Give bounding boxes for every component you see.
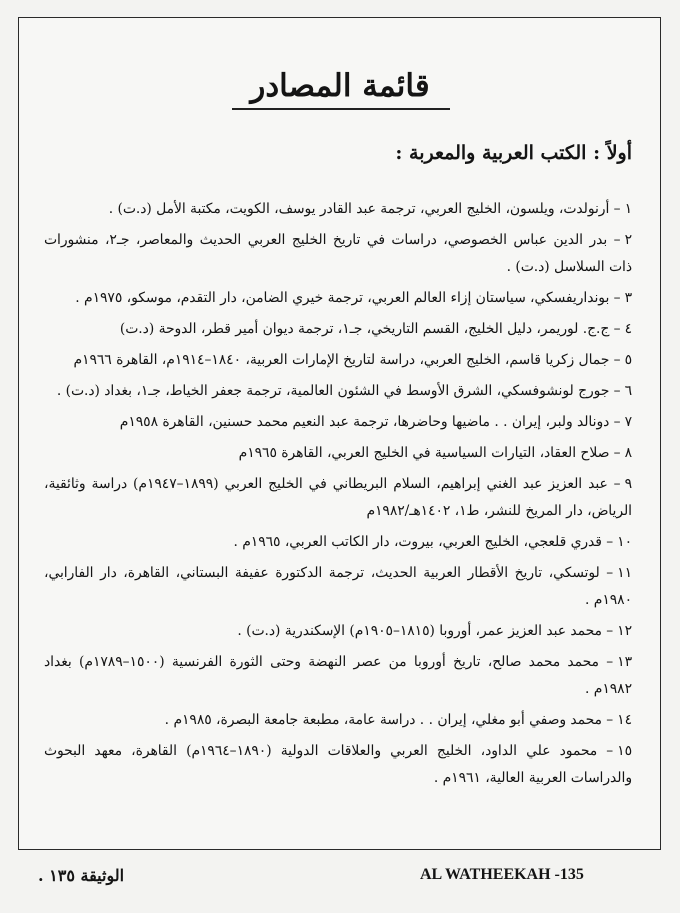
list-item: ١٠– قدري قلعجي، الخليج العربي، بيروت، دار الكاتب العربي، ١٩٦٥م . <box>233 534 632 550</box>
list-item: ٩– عبد العزيز عبد الغني إبراهيم، السلام البريطاني في الخليج العربي (١٨٩٩–١٩٤٧م) دراسة وثائقية، الرياض، دار المريخ للنشر، ط١، ١٤٠٢هـ/١٩٨٢م <box>44 476 632 519</box>
list-item: ١٤– محمد وصفي أبو مغلي، إيران . . دراسة عامة، مطبعة جامعة البصرة، ١٩٨٥م . <box>164 712 632 728</box>
footer-arabic-page-number: الوثيقة ١٣٥ . <box>38 866 125 885</box>
list-item: ٥– جمال زكريا قاسم، الخليج العربي، دراسة لتاريخ الإمارات العربية، ١٨٤٠–١٩١٤م، القاهرة ١٩٦٦م <box>73 352 632 368</box>
references-list <box>44 196 632 796</box>
list-item: ١٥– محمود علي الداود، الخليج العربي والعلاقات الدولية (١٨٩٠–١٩٦٤م) القاهرة، معهد البحوث والدراسات العربية العالية، ١٩٦١م . <box>44 743 632 786</box>
list-item: ٤– ج.ج. لوريمر، دليل الخليج، القسم التاريخي، جـ١، ترجمة ديوان أمير قطر، الدوحة (د.ت) <box>119 321 632 337</box>
footer-latin-page-number: AL WATHEEKAH -135 <box>420 866 584 883</box>
list-item: ٦– جورج لونشوفسكي، الشرق الأوسط في الشئون العالمية، ترجمة جعفر الخياط، جـ١، بغداد (د.ت) . <box>56 383 632 399</box>
section-heading: أولاً : الكتب العربية والمعربة : <box>395 142 632 164</box>
list-item: ١– أرنولدت، ويلسون، الخليج العربي، ترجمة عبد القادر يوسف، الكويت، مكتبة الأمل (د.ت) . <box>108 201 632 217</box>
title-underline <box>232 108 450 110</box>
list-item: ٧– دونالد ولبر، إيران . . ماضيها وحاضرها، ترجمة عبد النعيم محمد حسنين، القاهرة ١٩٥٨م <box>119 414 632 430</box>
list-item: ١١– لوتسكي، تاريخ الأقطار العربية الحديث، ترجمة الدكتورة عفيفة البستاني، القاهرة، دار الفارابي، ١٩٨٠م . <box>44 565 632 608</box>
list-item: ٢– بدر الدين عباس الخصوصي، دراسات في تاريخ الخليج العربي الحديث والمعاصر، جـ٢، منشورات ذات السلاسل (د.ت) . <box>44 232 632 275</box>
list-item: ٣– بونداريفسكي، سياستان إزاء العالم العربي، ترجمة خيري الضامن، دار التقدم، موسكو، ١٩٧٥م . <box>75 290 632 306</box>
page-title: قائمة المصادر <box>250 68 430 104</box>
list-item: ١٣– محمد محمد صالح، تاريخ أوروبا من عصر النهضة وحتى الثورة الفرنسية (١٥٠٠–١٧٨٩م) بغداد ١٩٨٢م . <box>44 654 632 697</box>
list-item: ١٢– محمد عبد العزيز عمر، أوروبا (١٨١٥–١٩٠٥م) الإسكندرية (د.ت) . <box>237 623 632 639</box>
list-item: ٨– صلاح العقاد، التيارات السياسية في الخليج العربي، القاهرة ١٩٦٥م <box>238 445 632 461</box>
